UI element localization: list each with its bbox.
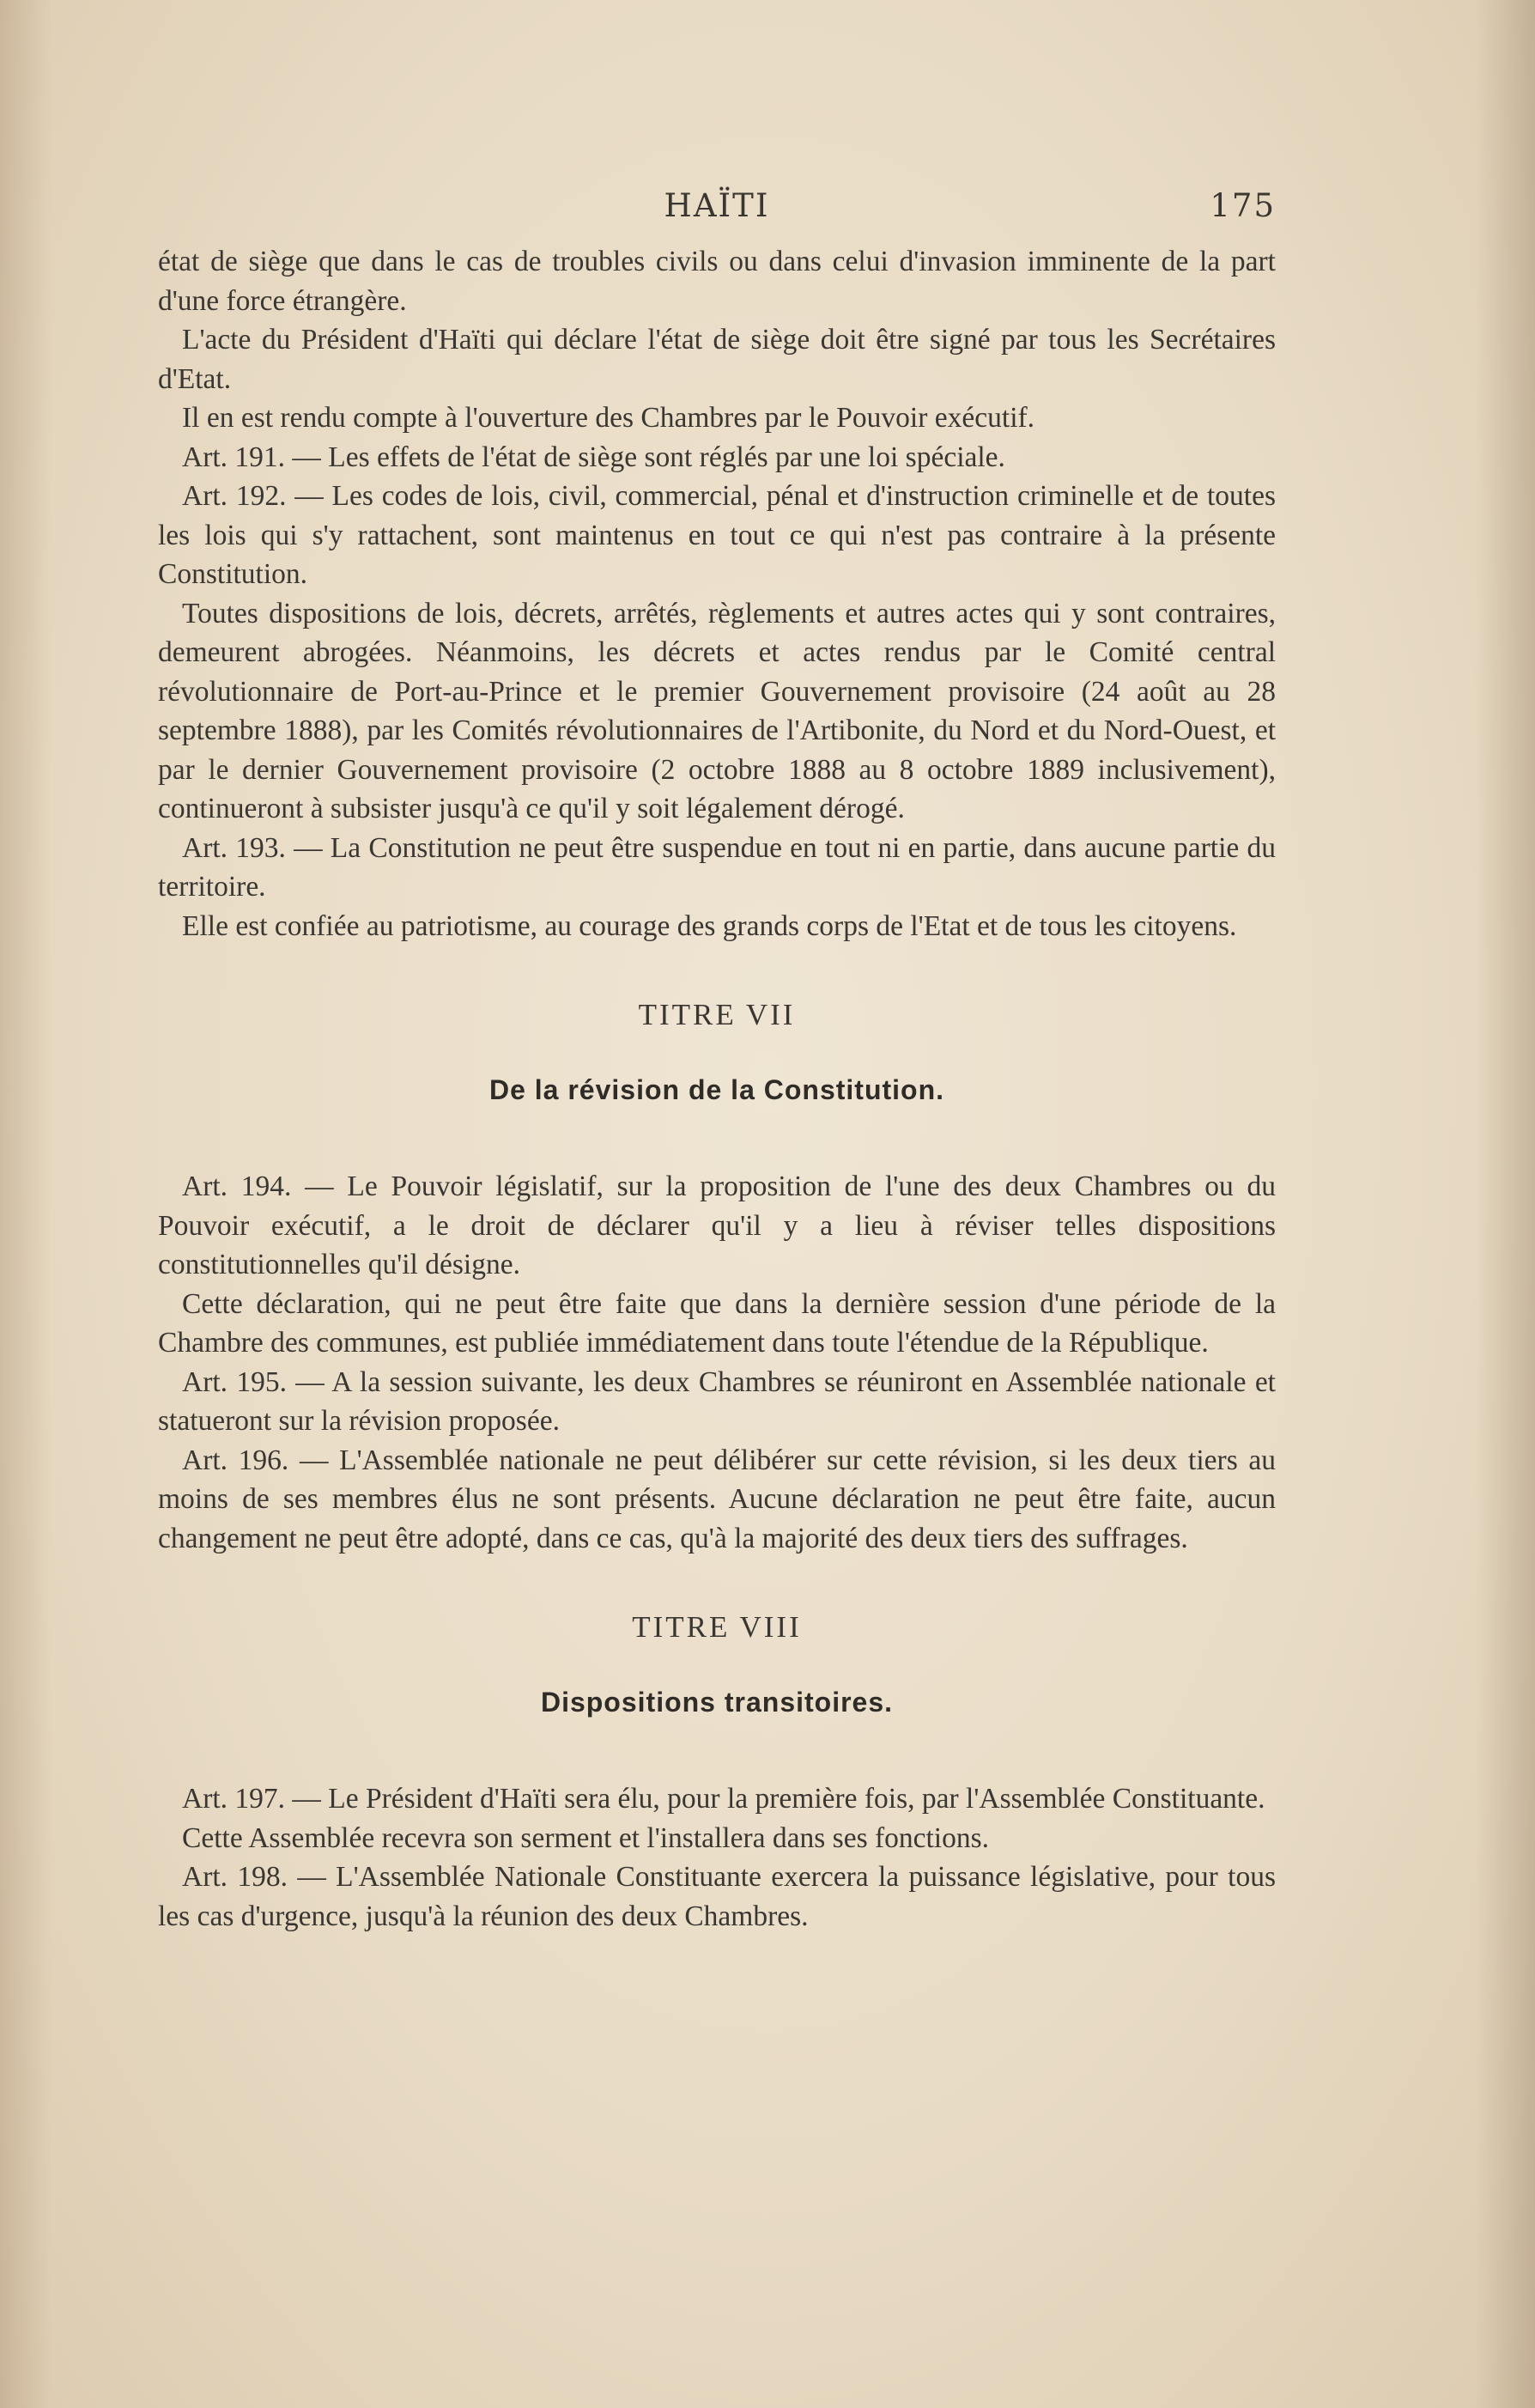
- article-192: Art. 192. — Les codes de lois, civil, commercial, pénal et d'instruction criminelle et de toutes les lois qui s'y rattachent, sont maintenus en tout ce qui n'est pas contraire à la présente Constitution.: [158, 480, 1276, 590]
- paragraph: Toutes dispositions de lois, décrets, arrêtés, règlements et autres actes qui y sont contraires, demeurent abrogées. Néanmoins, les décrets et actes rendus par le Comité central révolutionnaire de Port-au-Prince et le premier Gouvernement provisoire (24 août au 28 septembre 1888), par les Comités révolutionnaires de l'Artibonite, du Nord et du Nord-Ouest, et par le dernier Gouvernement provisoire (2 octobre 1888 au 8 octobre 1889 inclusivement), continueront à subsister jusqu'à ce qu'il y soit légalement dérogé.: [158, 597, 1276, 824]
- running-title: HAÏTI: [664, 187, 770, 224]
- page-number: 175: [1210, 187, 1276, 224]
- section-subtitle-transitoires: Dispositions transitoires.: [540, 1687, 894, 1718]
- article-196: Art. 196. — L'Assemblée nationale ne peut délibérer sur cette révision, si les deux tiers au moins de ses membres élus ne sont présents. Aucune déclaration ne peut être faite, aucun changement ne peut être adopté, dans ce cas, qu'à la majorité des deux tiers des suffrages.: [158, 1444, 1276, 1554]
- section-subtitle-revision: De la révision de la Constitution.: [488, 1074, 945, 1105]
- article-197: Art. 197. — Le Président d'Haïti sera élu, pour la première fois, par l'Assemblée Constituante.: [182, 1783, 1265, 1815]
- paragraph: Cette Assemblée recevra son serment et l'installera dans ses fonctions.: [182, 1821, 990, 1854]
- article-194: Art. 194. — Le Pouvoir législatif, sur la proposition de l'une des deux Chambres ou du Pouvoir exécutif, a le droit de déclarer qu'il y a lieu à réviser telles dispositions constitutionnelles qu'il désigne.: [158, 1171, 1276, 1280]
- body-text: [158, 242, 1276, 1936]
- paragraph: Elle est confiée au patriotisme, au courage des grands corps de l'Etat et de tous les citoyens.: [182, 909, 1237, 942]
- section-heading-titre-viii: TITRE VIII: [632, 1610, 802, 1644]
- article-191: Art. 191. — Les effets de l'état de siège sont réglés par une loi spéciale.: [182, 441, 1005, 473]
- article-195: Art. 195. — A la session suivante, les deux Chambres se réuniront en Assemblée nationale et statueront sur la révision proposée.: [158, 1365, 1276, 1437]
- section-heading-titre-vii: TITRE VII: [638, 998, 796, 1031]
- paragraph-continuation: état de siège que dans le cas de troubles civils ou dans celui d'invasion imminente de la part d'une force étrangère.: [158, 246, 1276, 317]
- paragraph: L'acte du Président d'Haïti qui déclare l'état de siège doit être signé par tous les Secrétaires d'Etat.: [158, 324, 1276, 395]
- article-198: Art. 198. — L'Assemblée Nationale Constituante exercera la puissance législative, pour tous les cas d'urgence, jusqu'à la réunion des deux Chambres.: [158, 1861, 1276, 1932]
- running-head: [158, 187, 1276, 230]
- paragraph: Cette déclaration, qui ne peut être faite que dans la dernière session d'une période de la Chambre des communes, est publiée immédiatement dans toute l'étendue de la République.: [158, 1287, 1276, 1359]
- article-193: Art. 193. — La Constitution ne peut être suspendue en tout ni en partie, dans aucune partie du territoire.: [158, 831, 1276, 903]
- paragraph: Il en est rendu compte à l'ouverture des Chambres par le Pouvoir exécutif.: [182, 402, 1035, 434]
